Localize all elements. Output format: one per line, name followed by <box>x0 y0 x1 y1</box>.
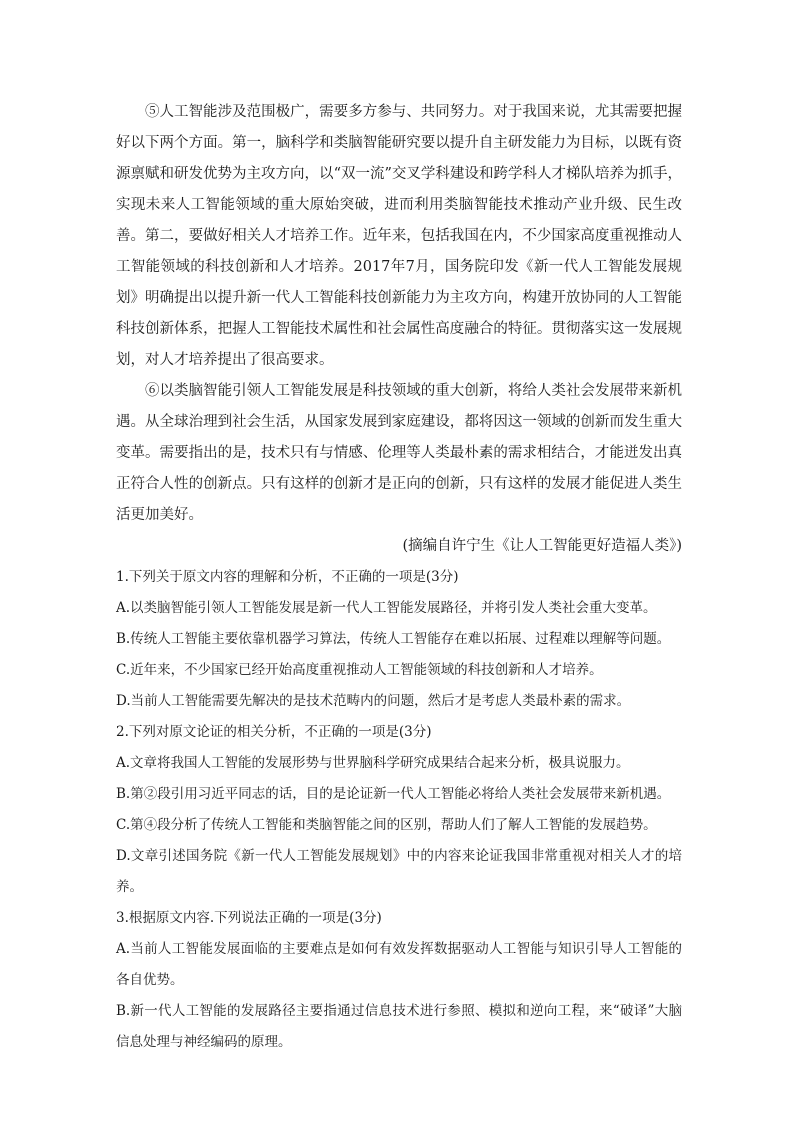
question-title: 1.下列关于原文内容的理解和分析，不正确的一项是(3分) <box>116 569 459 585</box>
question-1 <box>116 562 682 717</box>
passage-source: (摘编自许宁生《让人工智能更好造福人类》) <box>402 538 682 554</box>
passage-paragraph-5: ⑤人工智能涉及范围极广，需要多方参与、共同努力。对于我国来说，尤其需要把握好以下两个方面。第一，脑科学和类脑智能研究要以提升自主研发能力为目标，以既有资源禀赋和研发优势为主攻方向，以“双一流”交叉学科建设和跨学科人才梯队培养为抓手，实现未来人工智能领域的重大原始突破，进而利用类脑智能技术推动产业升级、民生改善。第二，要做好相关人才培养工作。近年来，包括我国在内，不少国家高度重视推动人工智能领域的科技创新和人才培养。2017年7月，国务院印发《新一代人工智能发展规划》明确提出以提升新一代人工智能科技创新能力为主攻方向，构建开放协同的人工智能科技创新体系，把握人工智能技术属性和社会属性高度融合的特征。贯彻落实这一发展规划，对人才培养提出了很高要求。 <box>116 104 682 368</box>
document-page <box>116 97 682 1058</box>
question-option: B.新一代人工智能的发展路径主要指通过信息技术进行参照、模拟和逆向工程，来“破译”大脑信息处理与神经编码的原理。 <box>116 1003 682 1050</box>
question-option: B.第②段引用习近平同志的话，目的是论证新一代人工智能必将给人类社会发展带来新机遇。 <box>116 786 671 802</box>
question-option: A.文章将我国人工智能的发展形势与世界脑科学研究成果结合起来分析，极具说服力。 <box>116 755 630 771</box>
question-option: A.当前人工智能发展面临的主要难点是如何有效发挥数据驱动人工智能与知识引导人工智能的各自优势。 <box>116 941 682 988</box>
question-title: 2.下列对原文论证的相关分析，不正确的一项是(3分) <box>116 724 432 740</box>
question-option: B.传统人工智能主要依靠机器学习算法，传统人工智能存在难以拓展、过程难以理解等问题。 <box>116 631 671 647</box>
question-option: C.近年来，不少国家已经开始高度重视推动人工智能领域的科技创新和人才培养。 <box>116 662 603 678</box>
question-option: D.当前人工智能需要先解决的是技术范畴内的问题，然后才是考虑人类最朴素的需求。 <box>116 693 631 709</box>
question-option: C.第④段分析了传统人工智能和类脑智能之间的区别，帮助人们了解人工智能的发展趋势。 <box>116 817 657 833</box>
question-option: D.文章引述国务院《新一代人工智能发展规划》中的内容来论证我国非常重视对相关人才的培养。 <box>116 848 682 895</box>
passage-paragraph-6: ⑥以类脑智能引领人工智能发展是科技领域的重大创新，将给人类社会发展带来新机遇。从全球治理到社会生活，从国家发展到家庭建设，都将因这一领域的创新而发生重大变革。需要指出的是，技术只有与情感、伦理等人类最朴素的需求相结合，才能迸发出真正符合人性的创新点。只有这样的创新才是正向的创新，只有这样的发展才能促进人类生活更加美好。 <box>116 383 682 523</box>
question-title: 3.根据原文内容.下列说法正确的一项是(3分) <box>116 910 382 926</box>
question-2 <box>116 717 682 903</box>
question-option: A.以类脑智能引领人工智能发展是新一代人工智能发展路径，并将引发人类社会重大变革。 <box>116 600 657 616</box>
question-3 <box>116 903 682 1058</box>
